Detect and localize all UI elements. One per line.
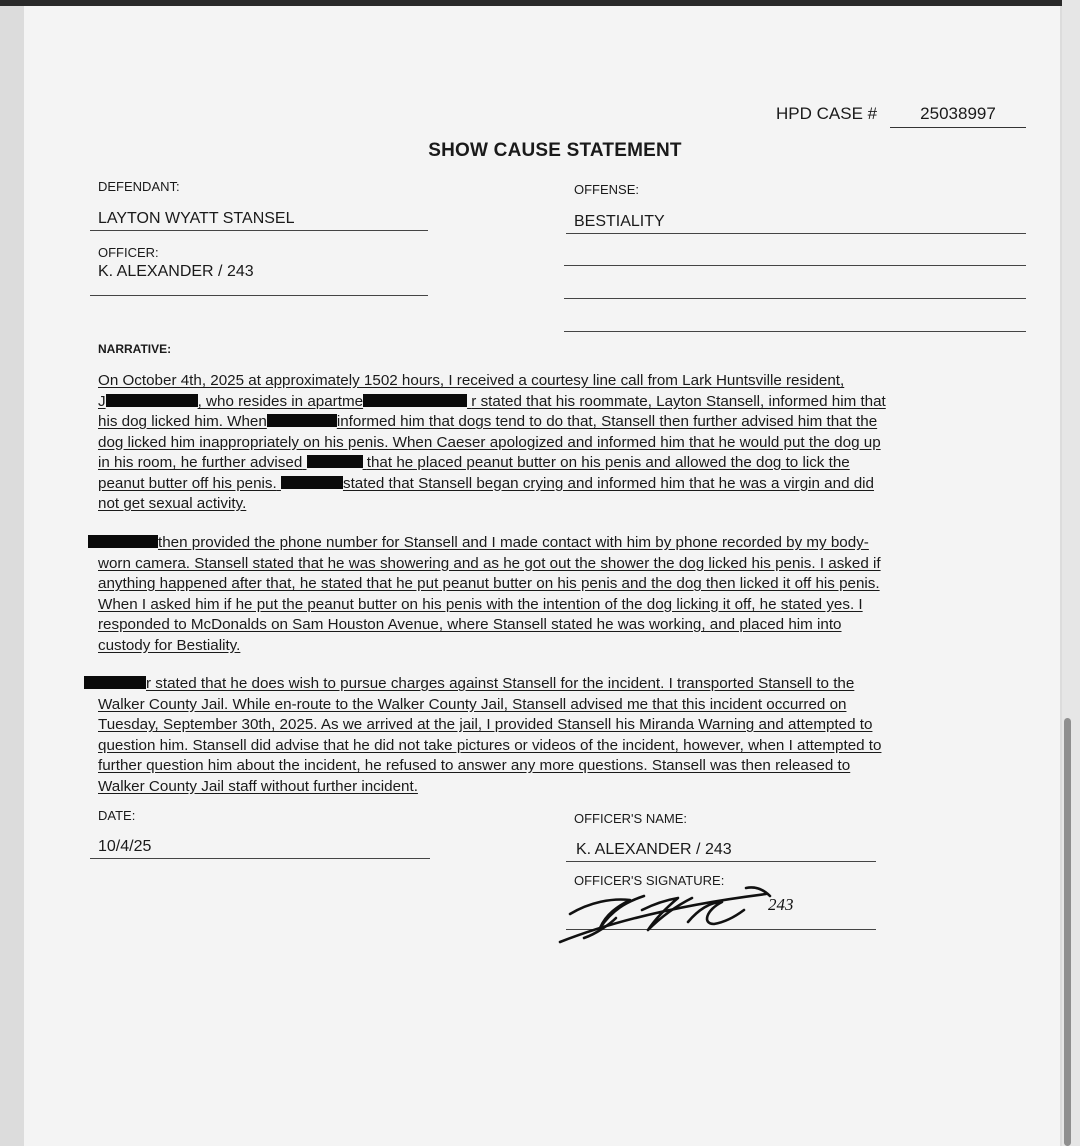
signature-label: OFFICER'S SIGNATURE:	[574, 873, 725, 888]
narrative-line: On October 4th, 2025 at approximately 1502 hours, I received a courtesy line call from Lark Huntsville resident,	[98, 372, 845, 389]
narrative-line	[84, 674, 1004, 695]
narrative-fragment: J	[98, 392, 106, 410]
narrative-fragment: that he placed peanut butter on his penis and allowed the dog to lick the	[366, 454, 850, 471]
narrative-line	[98, 474, 1018, 495]
narrative-fragment: in his room, he further advised	[98, 454, 303, 471]
narrative-fragment: informed him that dogs tend to do that, Stansell then further advised him that the	[336, 413, 878, 430]
narrative-paragraph-2	[88, 533, 1008, 656]
narrative-fragment: peanut butter off his penis.	[98, 474, 277, 492]
narrative-line	[98, 453, 1018, 474]
narrative-line: question him. Stansell did advise that he did not take pictures or videos of the incident, however, when I attempted to	[98, 736, 882, 754]
redaction-bar	[88, 535, 158, 548]
offense-rule	[566, 233, 1026, 234]
narrative-line: Walker County Jail staff without further incident.	[98, 777, 418, 795]
officer-name-value: K. ALEXANDER / 243	[576, 841, 732, 858]
narrative-line: further question him about the incident, he refused to answer any more questions. Stansell was then released to	[98, 757, 851, 774]
narrative-line	[98, 412, 1018, 433]
signature-stroke	[570, 896, 644, 928]
officer-name-label: OFFICER'S NAME:	[574, 811, 687, 826]
offense-value: BESTIALITY	[574, 213, 665, 230]
defendant-label: DEFENDANT:	[98, 179, 180, 194]
narrative-fragment: stated that Stansell began crying and informed him that he was a virgin and did	[342, 474, 875, 492]
offense-extra-rule-2	[564, 298, 1026, 299]
narrative-paragraph-1	[98, 371, 1018, 515]
redaction-bar	[84, 676, 146, 689]
officer-signature	[556, 880, 826, 950]
officer-label: OFFICER:	[98, 245, 159, 260]
narrative-line: custody for Bestiality.	[98, 636, 241, 654]
narrative-fragment: r stated that his roommate, Layton Stansell, informed him that	[471, 392, 886, 410]
date-value: 10/4/25	[98, 838, 152, 855]
date-rule	[90, 858, 430, 859]
redaction-bar	[307, 455, 363, 468]
redaction-bar	[267, 414, 337, 427]
narrative-line	[98, 392, 1018, 413]
redaction-bar	[281, 476, 343, 489]
officer-rule	[90, 295, 428, 296]
date-label: DATE:	[98, 808, 136, 823]
redaction-bar	[363, 394, 467, 407]
narrative-fragment: then provided the phone number for Stansell and I made contact with him by phone recorded by my body-	[158, 534, 869, 551]
scrollbar-thumb[interactable]	[1064, 718, 1071, 1146]
redaction-bar	[106, 394, 198, 407]
narrative-line: Tuesday, September 30th, 2025. As we arrived at the jail, I provided Stansell his Miranda Warning and attempted to	[98, 716, 873, 733]
officer-value: K. ALEXANDER / 243	[98, 263, 254, 280]
officer-name-rule	[566, 861, 876, 862]
defendant-value: LAYTON WYATT STANSEL	[98, 210, 295, 227]
case-label: HPD CASE #	[776, 104, 878, 123]
narrative-paragraph-3	[84, 674, 1004, 797]
signature-number: 243	[768, 895, 794, 914]
narrative-line: When I asked him if he put the peanut butter on his penis with the intention of the dog licking it off, he stated yes. I	[98, 595, 863, 613]
narrative-line: anything happened after that, he stated that he put peanut butter on his penis and the dog then licked it off his penis.	[98, 575, 880, 592]
narrative-fragment: r stated that he does wish to pursue charges against Stansell for the incident. I transported Stansell to the	[146, 675, 855, 692]
narrative-line: dog licked him inappropriately on his penis. When Caeser apologized and informed him that he would put the dog up	[98, 433, 881, 451]
narrative-line: Walker County Jail. While en-route to the Walker County Jail, Stansell advised me that this incident occurred on	[98, 695, 847, 713]
narrative-fragment: , who resides in apartme	[197, 392, 364, 410]
narrative-line	[88, 533, 1008, 554]
offense-extra-rule-1	[564, 265, 1026, 266]
offense-extra-rule-3	[564, 331, 1026, 332]
page-title: SHOW CAUSE STATEMENT	[428, 140, 682, 161]
narrative-line: worn camera. Stansell stated that he was showering and as he got out the shower the dog licked his penis. I asked if	[98, 554, 881, 572]
narrative-line: not get sexual activity.	[98, 495, 247, 512]
defendant-rule	[90, 230, 428, 231]
case-number: 25038997	[890, 104, 1026, 128]
offense-label: OFFENSE:	[574, 182, 640, 197]
narrative-fragment: his dog licked him. When	[98, 413, 267, 430]
narrative-line: responded to McDonalds on Sam Houston Avenue, where Stansell stated he was working, and placed him into	[98, 616, 842, 633]
narrative-label: NARRATIVE:	[98, 342, 172, 356]
